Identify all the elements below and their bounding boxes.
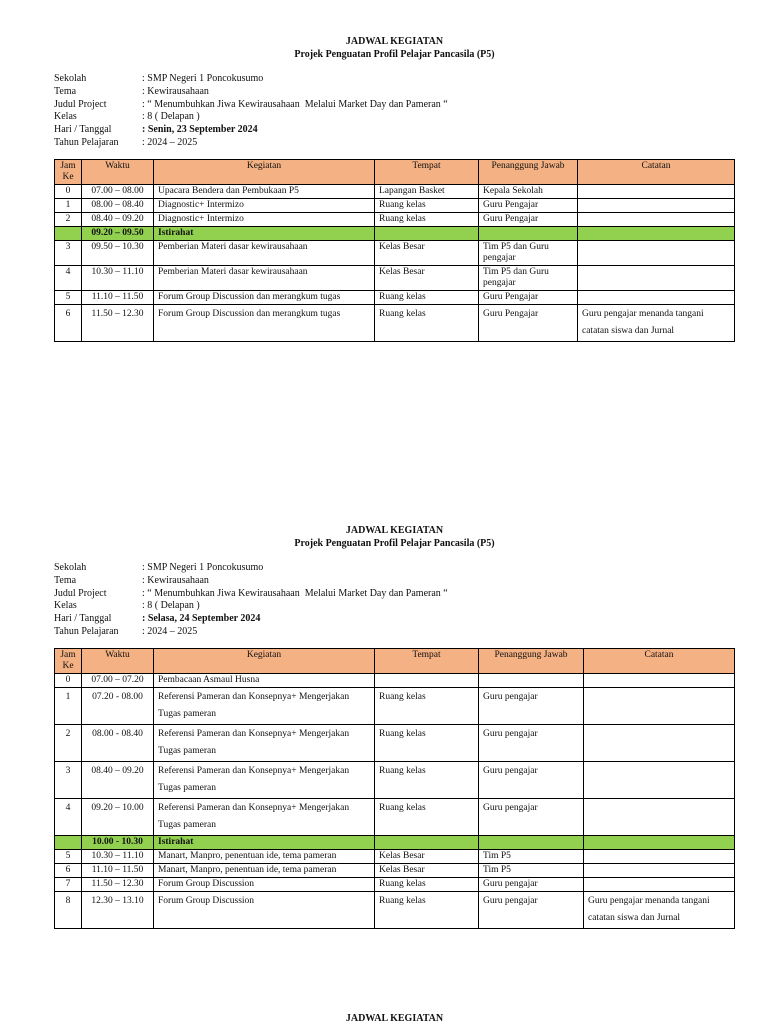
cell-tempat: Kelas Besar (375, 240, 479, 265)
header-tempat: Tempat (375, 648, 479, 673)
table-row (55, 265, 735, 290)
meta-key: Hari / Tanggal (54, 124, 112, 136)
cell-catatan (584, 863, 735, 877)
cell-tempat: Ruang kelas (375, 761, 479, 798)
cell-tempat: Ruang kelas (375, 798, 479, 835)
cell-kegiatan: Referensi Pameran dan Konsepnya+ Mengerjakan Tugas pameran (154, 761, 375, 798)
table-row (55, 724, 735, 761)
cell-jam-ke: 4 (55, 798, 82, 835)
cell-catatan (578, 290, 735, 304)
table-row (55, 304, 735, 341)
table-row (55, 198, 735, 212)
cell-waktu: 08.00 – 08.40 (82, 198, 154, 212)
cell-jam-ke: 5 (55, 849, 82, 863)
meta-value: : Kewirausahaan (142, 85, 209, 97)
meta-row (54, 86, 735, 99)
cell-penanggung-jawab (479, 835, 584, 849)
meta-key: Sekolah (54, 73, 87, 84)
header-waktu: Waktu (82, 648, 154, 673)
doc-title: JADWAL KEGIATAN (345, 525, 444, 536)
cell-waktu: 11.10 – 11.50 (82, 863, 154, 877)
cell-jam-ke: 6 (55, 863, 82, 877)
cell-catatan (578, 212, 735, 226)
meta-value: : 8 ( Delapan ) (142, 111, 200, 123)
cell-catatan (584, 798, 735, 835)
cell-penanggung-jawab: Guru Pengajar (479, 212, 578, 226)
cell-waktu: 11.10 – 11.50 (82, 290, 154, 304)
cell-penanggung-jawab: Tim P5 (479, 849, 584, 863)
meta-value: : “ Menumbuhkan Jiwa Kewirausahaan Melalui Market Day dan Pameran “ (142, 98, 448, 110)
meta-value: : 8 ( Delapan ) (142, 600, 200, 612)
cell-penanggung-jawab: Guru Pengajar (479, 290, 578, 304)
cell-tempat: Ruang kelas (375, 198, 479, 212)
cell-catatan (584, 724, 735, 761)
schedule-doc-2 (54, 524, 735, 929)
cell-tempat: Ruang kelas (375, 891, 479, 928)
cell-catatan (584, 835, 735, 849)
cell-tempat: Kelas Besar (375, 863, 479, 877)
cell-penanggung-jawab: Guru Pengajar (479, 304, 578, 341)
cell-kegiatan: Forum Group Discussion (154, 891, 375, 928)
cell-penanggung-jawab: Tim P5 (479, 863, 584, 877)
meta-value: : SMP Negeri 1 Poncokusumo (142, 562, 264, 573)
table-row (55, 240, 735, 265)
table-header-row (55, 648, 735, 673)
schedule-table (54, 648, 735, 929)
meta-key: Kelas (54, 111, 77, 123)
meta-row (54, 588, 735, 601)
cell-jam-ke (55, 226, 82, 240)
meta-value: : Senin, 23 September 2024 (142, 124, 258, 136)
cell-jam-ke: 2 (55, 724, 82, 761)
cell-penanggung-jawab (479, 226, 578, 240)
cell-waktu: 08.00 - 08.40 (82, 724, 154, 761)
cell-waktu: 07.00 – 07.20 (82, 673, 154, 687)
doc-meta (54, 562, 735, 639)
meta-row (54, 626, 735, 639)
cell-kegiatan: Istirahat (154, 226, 375, 240)
cell-penanggung-jawab (479, 673, 584, 687)
cell-kegiatan: Forum Group Discussion dan merangkum tugas (154, 304, 375, 341)
cell-penanggung-jawab: Guru pengajar (479, 798, 584, 835)
cell-kegiatan: Referensi Pameran dan Konsepnya+ Mengerjakan Tugas pameran (154, 687, 375, 724)
cell-waktu: 12.30 – 13.10 (82, 891, 154, 928)
cell-tempat (375, 673, 479, 687)
table-row (55, 877, 735, 891)
table-row (55, 849, 735, 863)
break-row (55, 226, 735, 240)
header-tempat: Tempat (375, 159, 479, 184)
table-row (55, 212, 735, 226)
cell-penanggung-jawab: Tim P5 dan Guru pengajar (479, 265, 578, 290)
cell-tempat: Ruang kelas (375, 212, 479, 226)
cell-catatan: Guru pengajar menanda tangani catatan siswa dan Jurnal (578, 304, 735, 341)
meta-row (54, 124, 735, 137)
cell-kegiatan: Pemberian Materi dasar kewirausahaan (154, 265, 375, 290)
cell-jam-ke: 2 (55, 212, 82, 226)
cell-tempat: Ruang kelas (375, 687, 479, 724)
cell-catatan (578, 240, 735, 265)
schedule-doc-1 (54, 35, 735, 342)
cell-waktu: 10.30 – 11.10 (82, 849, 154, 863)
table-row (55, 891, 735, 928)
header-kegiatan: Kegiatan (154, 648, 375, 673)
header-waktu: Waktu (82, 159, 154, 184)
cell-tempat (375, 226, 479, 240)
cell-jam-ke (55, 835, 82, 849)
cell-catatan (578, 184, 735, 198)
cell-kegiatan: Diagnostic+ Intermizo (154, 212, 375, 226)
cell-tempat: Kelas Besar (375, 849, 479, 863)
cell-catatan (584, 849, 735, 863)
doc-subtitle: Projek Penguatan Profil Pelajar Pancasila (P5) (294, 538, 495, 549)
cell-tempat: Lapangan Basket (375, 184, 479, 198)
cell-catatan (584, 877, 735, 891)
cell-kegiatan: Pembacaan Asmaul Husna (154, 673, 375, 687)
meta-row (54, 111, 735, 124)
doc-title: JADWAL KEGIATAN (345, 1013, 444, 1024)
cell-kegiatan: Referensi Pameran dan Konsepnya+ Mengerjakan Tugas pameran (154, 798, 375, 835)
cell-waktu: 11.50 – 12.30 (82, 304, 154, 341)
table-row (55, 184, 735, 198)
table-header-row (55, 159, 735, 184)
header-kegiatan: Kegiatan (154, 159, 375, 184)
meta-row (54, 99, 735, 112)
doc-subtitle: Projek Penguatan Profil Pelajar Pancasila (P5) (294, 49, 495, 60)
meta-row (54, 562, 735, 575)
table-row (55, 290, 735, 304)
cell-waktu: 09.50 – 10.30 (82, 240, 154, 265)
meta-key: Tahun Pelajaran (54, 136, 119, 148)
table-row (55, 863, 735, 877)
cell-penanggung-jawab: Guru pengajar (479, 724, 584, 761)
cell-jam-ke: 6 (55, 304, 82, 341)
meta-key: Hari / Tanggal (54, 613, 112, 625)
cell-penanggung-jawab: Tim P5 dan Guru pengajar (479, 240, 578, 265)
cell-waktu: 11.50 – 12.30 (82, 877, 154, 891)
cell-penanggung-jawab: Guru pengajar (479, 687, 584, 724)
cell-kegiatan: Istirahat (154, 835, 375, 849)
table-row (55, 687, 735, 724)
cell-catatan (584, 673, 735, 687)
meta-value: : 2024 – 2025 (142, 136, 198, 148)
header-penanggung-jawab: Penanggung Jawab (479, 648, 584, 673)
cell-catatan (578, 226, 735, 240)
cell-kegiatan: Forum Group Discussion dan merangkum tugas (154, 290, 375, 304)
meta-row (54, 575, 735, 588)
meta-key: Judul Project (54, 587, 107, 599)
cell-waktu: 07.20 - 08.00 (82, 687, 154, 724)
cell-kegiatan: Diagnostic+ Intermizo (154, 198, 375, 212)
cell-tempat: Kelas Besar (375, 265, 479, 290)
meta-value: : Selasa, 24 September 2024 (142, 613, 261, 625)
cell-penanggung-jawab: Kepala Sekolah (479, 184, 578, 198)
cell-jam-ke: 7 (55, 877, 82, 891)
break-row (55, 835, 735, 849)
meta-key: Tema (54, 574, 77, 586)
meta-key: Judul Project (54, 98, 107, 110)
cell-kegiatan: Manart, Manpro, penentuan ide, tema pameran (154, 849, 375, 863)
header-penanggung-jawab: Penanggung Jawab (479, 159, 578, 184)
cell-waktu: 10.30 – 11.10 (82, 265, 154, 290)
cell-jam-ke: 8 (55, 891, 82, 928)
table-row (55, 798, 735, 835)
meta-key: Kelas (54, 600, 77, 612)
cell-waktu: 08.40 – 09.20 (82, 212, 154, 226)
cell-waktu: 09.20 – 09.50 (82, 226, 154, 240)
cell-penanggung-jawab: Guru pengajar (479, 761, 584, 798)
meta-value: : “ Menumbuhkan Jiwa Kewirausahaan Melalui Market Day dan Pameran “ (142, 587, 448, 599)
meta-value: : SMP Negeri 1 Poncokusumo (142, 73, 264, 84)
meta-row (54, 73, 735, 86)
header-catatan: Catatan (584, 648, 735, 673)
cell-penanggung-jawab: Guru Pengajar (479, 198, 578, 212)
cell-kegiatan: Referensi Pameran dan Konsepnya+ Mengerjakan Tugas pameran (154, 724, 375, 761)
cell-tempat: Ruang kelas (375, 304, 479, 341)
cell-waktu: 07.00 – 08.00 (82, 184, 154, 198)
cell-jam-ke: 3 (55, 761, 82, 798)
meta-row (54, 137, 735, 150)
meta-key: Sekolah (54, 562, 87, 573)
cell-jam-ke: 3 (55, 240, 82, 265)
cell-tempat: Ruang kelas (375, 877, 479, 891)
cell-jam-ke: 4 (55, 265, 82, 290)
meta-key: Tema (54, 85, 77, 97)
cell-penanggung-jawab: Guru pengajar (479, 877, 584, 891)
cell-catatan (584, 761, 735, 798)
meta-row (54, 600, 735, 613)
cell-catatan (584, 687, 735, 724)
cell-tempat: Ruang kelas (375, 290, 479, 304)
doc-meta (54, 73, 735, 150)
cell-tempat (375, 835, 479, 849)
cell-waktu: 08.40 – 09.20 (82, 761, 154, 798)
cell-tempat: Ruang kelas (375, 724, 479, 761)
meta-value: : Kewirausahaan (142, 574, 209, 586)
cell-waktu: 10.00 - 10.30 (82, 835, 154, 849)
meta-key: Tahun Pelajaran (54, 625, 119, 637)
cell-penanggung-jawab: Guru pengajar (479, 891, 584, 928)
cell-kegiatan: Manart, Manpro, penentuan ide, tema pameran (154, 863, 375, 877)
cell-jam-ke: 0 (55, 673, 82, 687)
header-jam-ke: Jam Ke (55, 159, 82, 184)
cell-jam-ke: 1 (55, 687, 82, 724)
cell-catatan (578, 198, 735, 212)
table-row (55, 673, 735, 687)
cell-kegiatan: Upacara Bendera dan Pembukaan P5 (154, 184, 375, 198)
cell-kegiatan: Pemberian Materi dasar kewirausahaan (154, 240, 375, 265)
cell-jam-ke: 0 (55, 184, 82, 198)
cell-catatan (578, 265, 735, 290)
cell-waktu: 09.20 – 10.00 (82, 798, 154, 835)
schedule-table (54, 159, 735, 342)
header-catatan: Catatan (578, 159, 735, 184)
meta-value: : 2024 – 2025 (142, 625, 198, 637)
doc-title: JADWAL KEGIATAN (345, 36, 444, 47)
cell-jam-ke: 1 (55, 198, 82, 212)
table-row (55, 761, 735, 798)
cell-catatan: Guru pengajar menanda tangani catatan siswa dan Jurnal (584, 891, 735, 928)
cell-jam-ke: 5 (55, 290, 82, 304)
meta-row (54, 613, 735, 626)
header-jam-ke: Jam Ke (55, 648, 82, 673)
cell-kegiatan: Forum Group Discussion (154, 877, 375, 891)
